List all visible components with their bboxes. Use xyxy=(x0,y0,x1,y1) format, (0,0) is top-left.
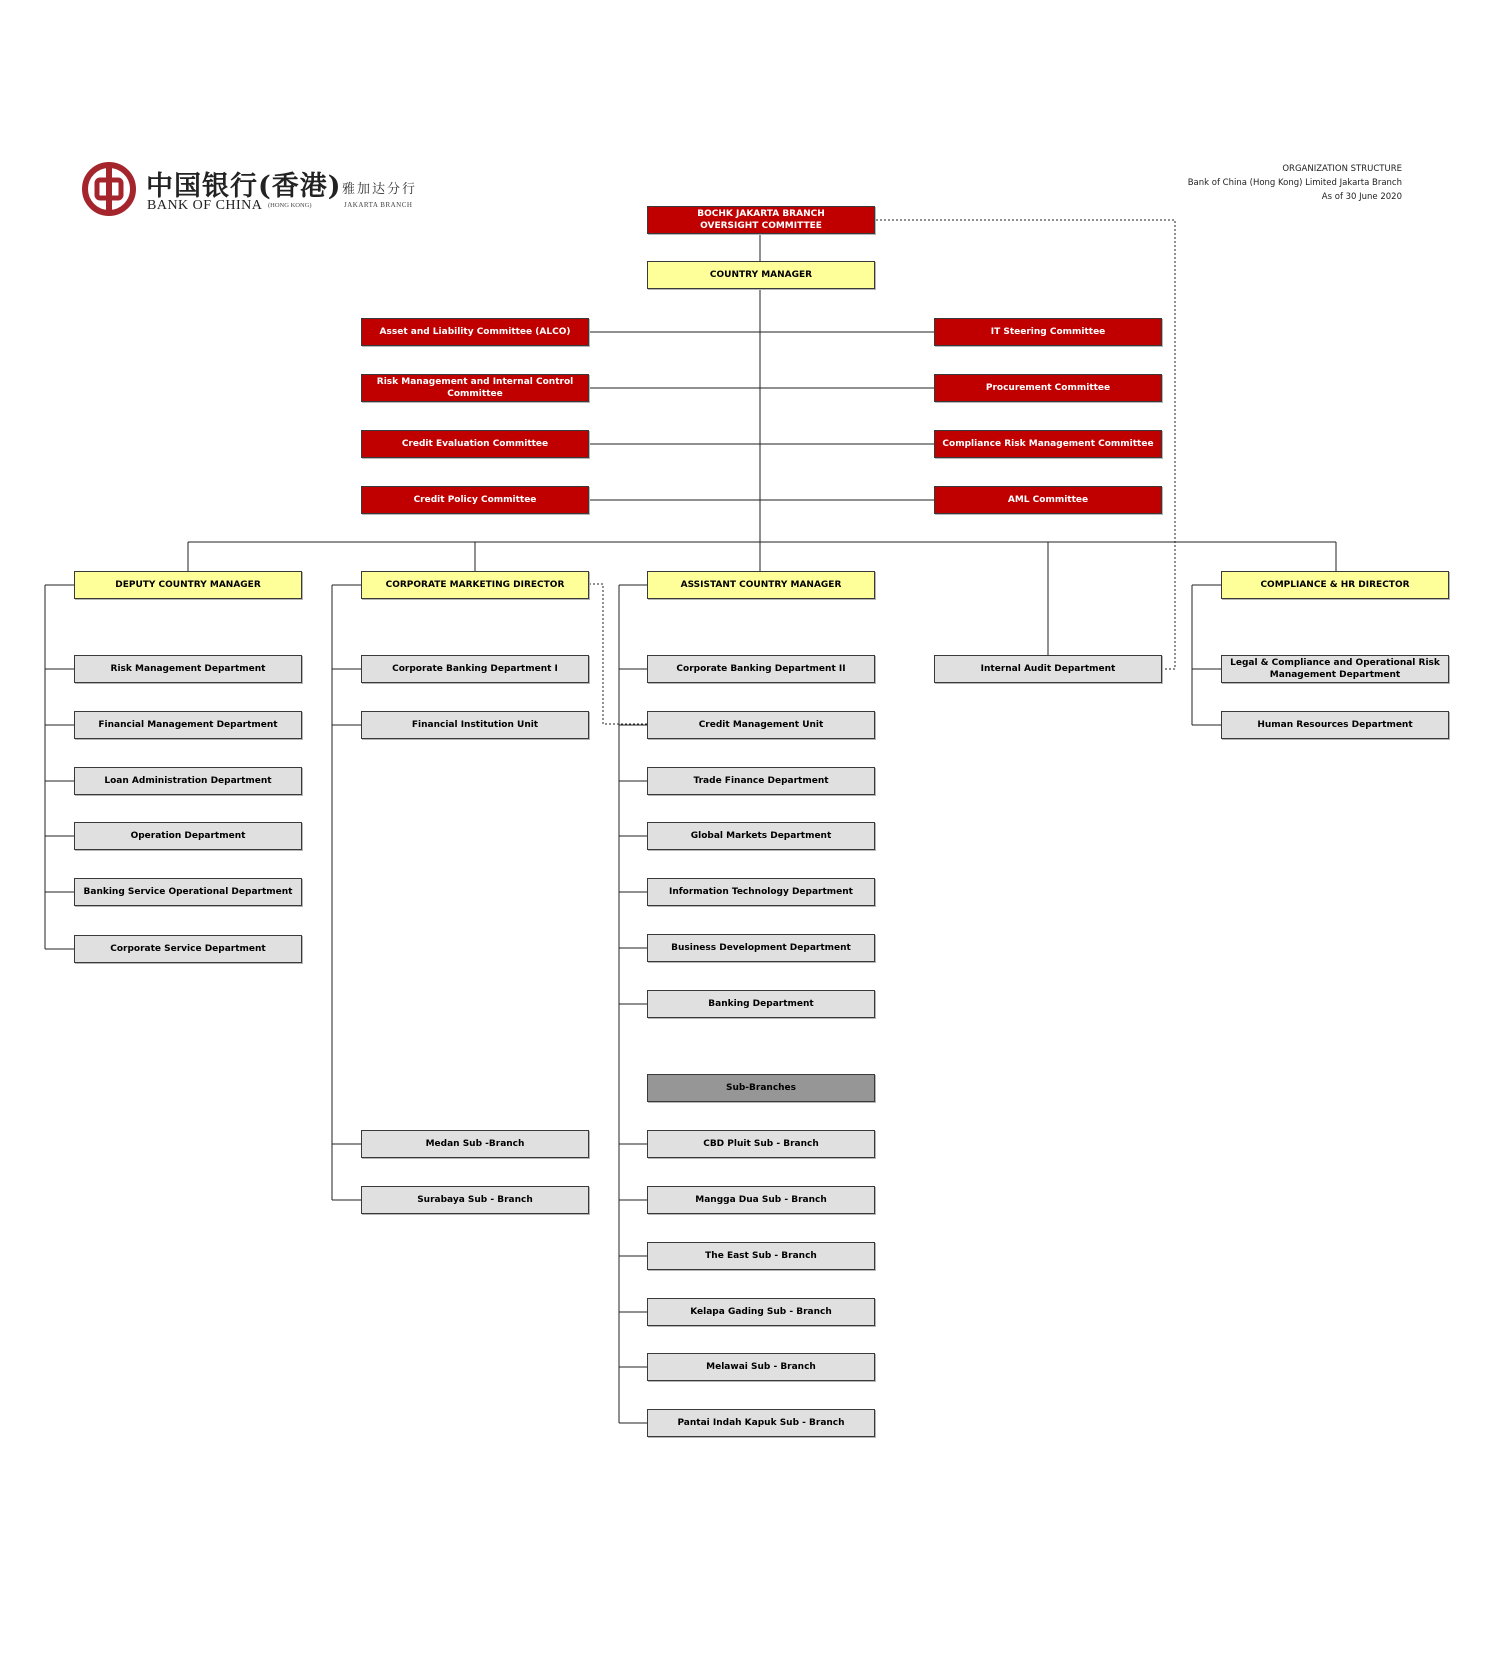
department-label: Loan Administration Department xyxy=(104,776,272,786)
sub-branch-label: Medan Sub -Branch xyxy=(425,1139,525,1149)
oversight-line-1: BOCHK JAKARTA BRANCH xyxy=(697,209,825,219)
department-box xyxy=(74,767,302,795)
department-box xyxy=(647,711,875,739)
sub-branches-header-label: Sub-Branches xyxy=(725,1083,797,1093)
bank-of-china-emblem-icon xyxy=(82,162,136,216)
department-box xyxy=(647,822,875,850)
department-box xyxy=(647,767,875,795)
department-box xyxy=(647,990,875,1018)
logo-chinese-name: 中国银行(香港) xyxy=(146,171,342,202)
committee-label: AML Committee xyxy=(1007,495,1089,505)
department-box xyxy=(74,655,302,683)
department-label: Financial Institution Unit xyxy=(411,720,539,730)
sub-branch-box xyxy=(361,1186,589,1214)
corporate-marketing-director-box xyxy=(361,571,589,599)
executive-label: CORPORATE MARKETING DIRECTOR xyxy=(385,580,565,590)
department-label: Business Development Department xyxy=(671,943,851,953)
header-entity: Bank of China (Hong Kong) Limited Jakarta Branch xyxy=(1187,178,1402,188)
department-label: Corporate Banking Department I xyxy=(392,664,558,674)
committee-alco xyxy=(361,318,589,346)
deputy-country-manager-box xyxy=(74,571,302,599)
department-box xyxy=(74,935,302,963)
department-label: Banking Service Operational Department xyxy=(83,887,293,897)
department-box xyxy=(1221,711,1449,739)
compliance-hr-director-box xyxy=(1221,571,1449,599)
assistant-country-manager-box xyxy=(647,571,875,599)
internal-audit-department-box xyxy=(934,655,1162,683)
sub-branch-label: CBD Pluit Sub - Branch xyxy=(703,1139,819,1149)
committee-credit-policy xyxy=(361,486,589,514)
committee-label: Asset and Liability Committee (ALCO) xyxy=(379,327,571,337)
committee-label: Compliance Risk Management Committee xyxy=(942,439,1154,449)
sub-branch-box xyxy=(647,1298,875,1326)
country-manager-box xyxy=(647,261,875,289)
logo-english-branch: JAKARTA BRANCH xyxy=(344,201,413,209)
bank-logo xyxy=(82,162,442,218)
department-box xyxy=(361,711,589,739)
logo-english-name: BANK OF CHINA xyxy=(147,198,263,213)
department-box xyxy=(361,655,589,683)
header-date: As of 30 June 2020 xyxy=(1321,192,1402,202)
department-label: Credit Management Unit xyxy=(698,720,824,730)
executive-label: COMPLIANCE & HR DIRECTOR xyxy=(1260,580,1410,590)
committee-aml xyxy=(934,486,1162,514)
department-label: Operation Department xyxy=(130,831,246,841)
sub-branch-label: The East Sub - Branch xyxy=(705,1251,817,1261)
department-box xyxy=(647,655,875,683)
sub-branch-box xyxy=(647,1186,875,1214)
department-label: Trade Finance Department xyxy=(693,776,829,786)
oversight-line-2: OVERSIGHT COMMITTEE xyxy=(700,221,822,231)
sub-branch-label: Melawai Sub - Branch xyxy=(706,1362,816,1372)
logo-english-hk: (HONG KONG) xyxy=(268,202,312,209)
committee-procurement xyxy=(934,374,1162,402)
sub-branch-label: Mangga Dua Sub - Branch xyxy=(695,1195,827,1205)
sub-branch-label: Surabaya Sub - Branch xyxy=(417,1195,533,1205)
sub-branch-box xyxy=(647,1242,875,1270)
executive-label: ASSISTANT COUNTRY MANAGER xyxy=(680,580,842,590)
oversight-committee-box xyxy=(647,206,875,234)
committee-label: IT Steering Committee xyxy=(990,327,1106,337)
sub-branch-box xyxy=(647,1353,875,1381)
committee-it-steering xyxy=(934,318,1162,346)
department-label: Financial Management Department xyxy=(98,720,278,730)
country-manager-label: COUNTRY MANAGER xyxy=(709,270,813,280)
header-title: ORGANIZATION STRUCTURE xyxy=(1282,164,1402,174)
committee-compliance-risk xyxy=(934,430,1162,458)
department-label: Global Markets Department xyxy=(690,831,832,841)
executive-label: DEPUTY COUNTRY MANAGER xyxy=(115,580,261,590)
committee-label: Credit Evaluation Committee xyxy=(401,439,549,449)
logo-chinese-branch: 雅加达分行 xyxy=(342,182,418,197)
department-label: Internal Audit Department xyxy=(980,664,1116,674)
department-label: Corporate Service Department xyxy=(110,944,266,954)
committee-label: Procurement Committee xyxy=(985,383,1111,393)
department-box xyxy=(1221,655,1449,683)
department-label: Risk Management Department xyxy=(110,664,266,674)
department-box xyxy=(647,934,875,962)
sub-branch-box xyxy=(361,1130,589,1158)
sub-branch-box xyxy=(647,1409,875,1437)
chart-header xyxy=(1188,162,1402,204)
committee-credit-evaluation xyxy=(361,430,589,458)
department-box xyxy=(647,878,875,906)
department-label: Information Technology Department xyxy=(669,887,853,897)
department-box xyxy=(74,711,302,739)
department-label: Human Resources Department xyxy=(1257,720,1413,730)
committee-risk-internal-control xyxy=(361,374,589,402)
department-box xyxy=(74,878,302,906)
committee-label: Risk Management and Internal Control Committee xyxy=(376,377,574,399)
sub-branch-label: Kelapa Gading Sub - Branch xyxy=(690,1307,832,1317)
department-box xyxy=(74,822,302,850)
sub-branch-box xyxy=(647,1130,875,1158)
department-label: Corporate Banking Department II xyxy=(676,664,846,674)
sub-branch-label: Pantai Indah Kapuk Sub - Branch xyxy=(677,1418,845,1428)
department-label: Legal & Compliance and Operational Risk Management Department xyxy=(1230,658,1440,680)
committee-label: Credit Policy Committee xyxy=(413,495,537,505)
department-label: Banking Department xyxy=(708,999,814,1009)
sub-branches-header-box xyxy=(647,1074,875,1102)
